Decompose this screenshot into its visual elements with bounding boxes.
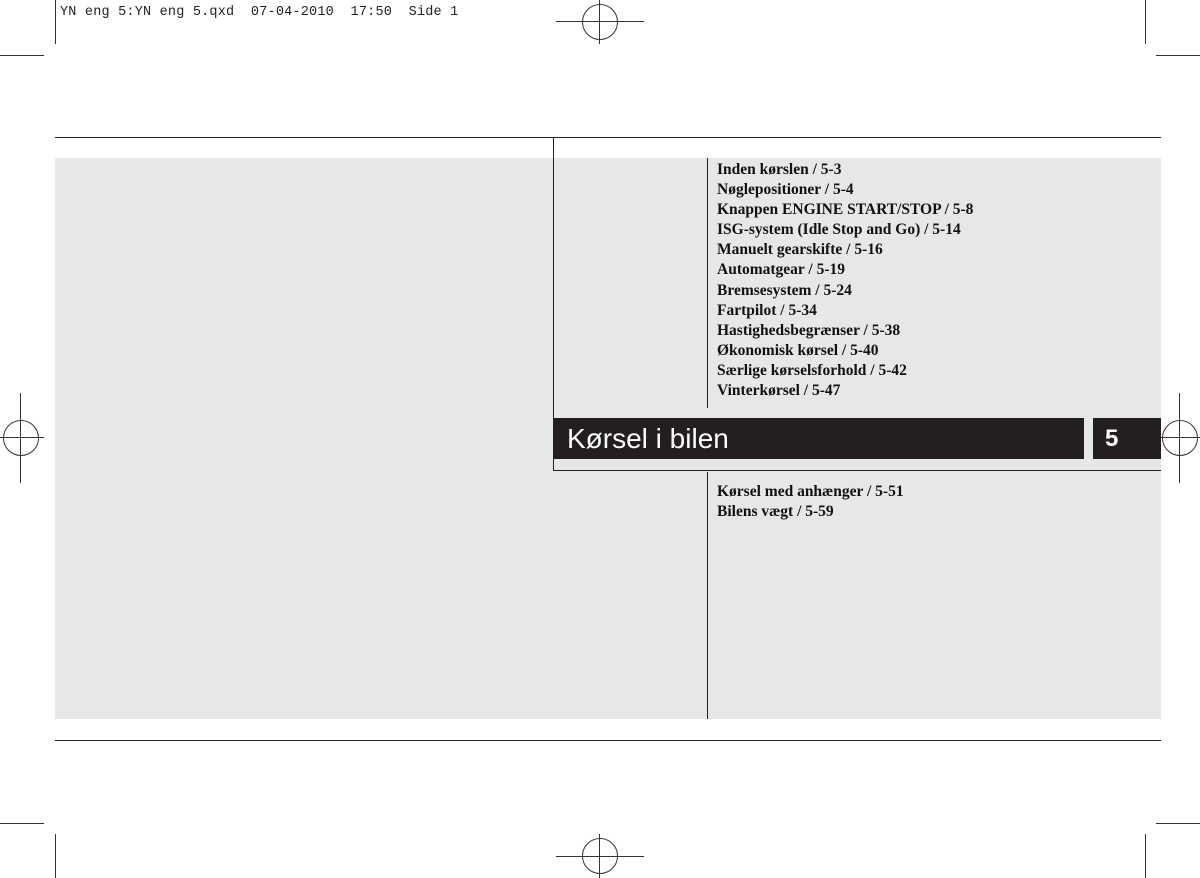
crop-mark [55, 0, 56, 44]
toc-vertical-rule-top [707, 158, 708, 408]
toc-item[interactable]: Inden kørslen / 5-3 [717, 161, 842, 178]
crop-mark [1145, 834, 1146, 878]
crop-mark [1156, 55, 1200, 56]
toc-item[interactable]: Vinterkørsel / 5-47 [717, 382, 841, 400]
toc-vertical-rule-bottom [707, 472, 708, 719]
toc-item[interactable]: Økonomisk kørsel / 5-40 [717, 341, 879, 359]
toc-item[interactable]: Manuelt gearskifte / 5-16 [717, 241, 883, 259]
toc-item[interactable]: Automatgear / 5-19 [717, 261, 845, 279]
crop-mark [0, 823, 44, 824]
toc-item[interactable]: Bremsesystem / 5-24 [717, 281, 852, 299]
toc-item[interactable]: ISG-system (Idle Stop and Go) / 5-14 [717, 221, 961, 239]
chapter-title: Kørsel i bilen [554, 418, 1084, 459]
crop-mark [0, 55, 44, 56]
toc-item[interactable]: Kørsel med anhænger / 5-51 [717, 483, 904, 500]
toc-item[interactable]: Nøglepositioner / 5-4 [717, 181, 854, 199]
title-underline [553, 470, 1161, 471]
crop-mark [55, 834, 56, 878]
print-slug: YN eng 5:YN eng 5.qxd 07-04-2010 17:50 Side 1 [60, 5, 459, 20]
toc-item[interactable]: Knappen ENGINE START/STOP / 5-8 [717, 201, 974, 219]
toc-list-bottom [717, 482, 904, 522]
crop-mark [1156, 823, 1200, 824]
top-rule [55, 137, 1161, 138]
chapter-number: 5 [1093, 418, 1161, 459]
bottom-rule [55, 740, 1161, 741]
toc-item[interactable]: Hastighedsbegrænser / 5-38 [717, 321, 901, 339]
toc-item[interactable]: Bilens vægt / 5-59 [717, 503, 834, 521]
toc-list-top [717, 160, 973, 401]
toc-item[interactable]: Særlige kørselsforhold / 5-42 [717, 361, 907, 379]
toc-item[interactable]: Fartpilot / 5-34 [717, 301, 817, 319]
crop-mark [1145, 0, 1146, 44]
